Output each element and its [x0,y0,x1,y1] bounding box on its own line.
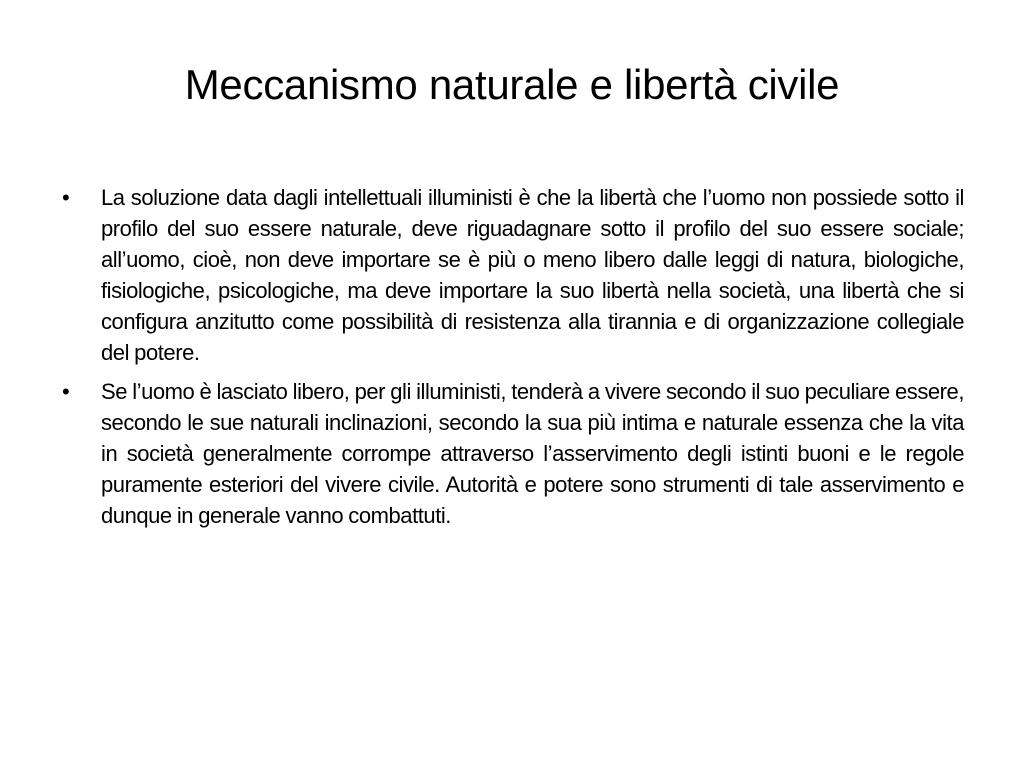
bullet-item [62,182,964,368]
bullet-text: Se l’uomo è lasciato libero, per gli illuministi, tenderà a vivere secondo il suo peculiare essere, secondo le sue naturali inclinazioni, secondo la sua più intima e naturale essenza che la vita in società generalmente corrompe attraverso l’asservimento degli istinti buoni e le regole puramente esteriori del vivere civile. Autorità e potere sono strumenti di tale asservimento e dunque in generale vanno combattuti. [101,379,964,528]
bullet-text: La soluzione data dagli intellettuali illuministi è che la libertà che l’uomo non possiede sotto il profilo del suo essere naturale, deve riguadagnare sotto il profilo del suo essere sociale; all’uomo, cioè, non deve importare se è più o meno libero dalle leggi di natura, biologiche, fisiologiche, psicologiche, ma deve importare la suo libertà nella società, una libertà che si configura anzitutto come possibilità di resistenza alla tirannia e di organizzazione collegiale del potere. [101,185,964,365]
bullet-list [62,182,964,539]
slide-title: Meccanismo naturale e libertà civile [184,61,840,108]
bullet-icon: • [62,185,70,210]
bullet-item [62,376,964,531]
bullet-icon: • [62,379,70,404]
